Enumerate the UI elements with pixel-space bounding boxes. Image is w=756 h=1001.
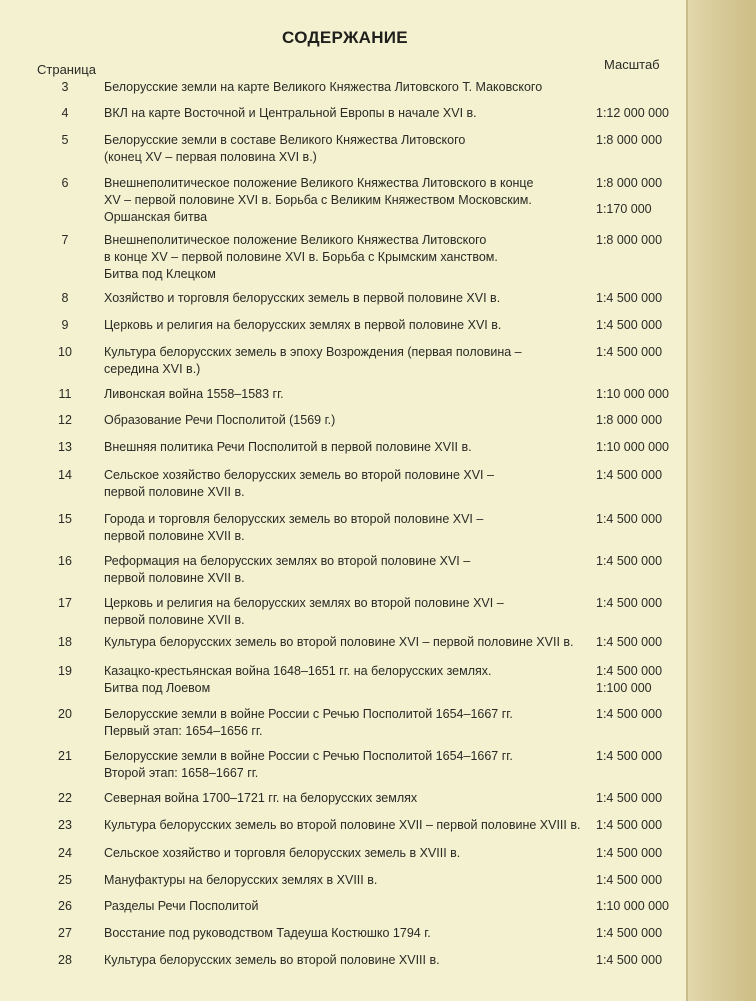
toc-title-line: Мануфактуры на белорусских землях в XVIII в. (104, 873, 378, 887)
toc-scale-value: 1:4 500 000 (596, 512, 663, 526)
toc-scale-value: 1:4 500 000 (596, 554, 663, 568)
toc-title-line: Хозяйство и торговля белорусских земель в первой половине XVI в. (104, 291, 501, 305)
toc-title (104, 439, 592, 456)
toc-scale-value: 1:10 000 000 (596, 899, 669, 913)
toc-scale-value (596, 192, 686, 201)
toc-scale-value: 1:10 000 000 (596, 440, 669, 454)
toc-scale (596, 132, 686, 149)
toc-title (104, 790, 592, 807)
toc-title (104, 344, 592, 378)
toc-title-line: Внешняя политика Речи Посполитой в первой половине XVII в. (104, 440, 472, 454)
toc-page-number: 9 (61, 318, 69, 332)
toc-title-line: Города и торговля белорусских земель во второй половине XVI – (104, 512, 484, 526)
toc-scale-value: 1:12 000 000 (596, 106, 669, 120)
toc-title-line: Белорусские земли на карте Великого Княжества Литовского Т. Маковского (104, 80, 543, 94)
toc-title-line: Внешнеполитическое положение Великого Княжества Литовского в конце (104, 176, 534, 190)
toc-scale-value: 1:4 500 000 (596, 749, 663, 763)
toc-title (104, 317, 592, 334)
toc-title (104, 290, 592, 307)
toc-page-number: 15 (58, 512, 72, 526)
toc-title-line: середина XVI в.) (104, 362, 201, 376)
toc-page-number: 17 (58, 596, 72, 610)
toc-title-line: ВКЛ на карте Восточной и Центральной Европы в начале XVI в. (104, 106, 477, 120)
toc-scale-value: 1:8 000 000 (596, 176, 663, 190)
toc-page-number: 10 (58, 345, 72, 359)
toc-scale-value: 1:4 500 000 (596, 635, 663, 649)
toc-scale-value: 1:4 500 000 (596, 345, 663, 359)
toc-page-number: 6 (61, 176, 69, 190)
toc-page-number: 13 (58, 440, 72, 454)
toc-title (104, 412, 592, 429)
toc-scale (596, 706, 686, 723)
column-header-scale: Масштаб (604, 57, 660, 72)
toc-page-number: 19 (58, 664, 72, 678)
toc-page-number: 12 (58, 413, 72, 427)
toc-scale (596, 595, 686, 612)
toc-page-number: 25 (58, 873, 72, 887)
toc-title-line: Битва под Клецком (104, 267, 216, 281)
toc-scale-value: 1:4 500 000 (596, 596, 663, 610)
toc-scale (596, 412, 686, 429)
toc-scale (596, 817, 686, 834)
toc-scale (596, 952, 686, 969)
toc-page-number: 3 (61, 80, 69, 94)
toc-scale-value: 1:4 500 000 (596, 791, 663, 805)
toc-title (104, 748, 592, 782)
toc-page-number: 21 (58, 749, 72, 763)
toc-title-line: Белорусские земли в войне России с Речью Посполитой 1654–1667 гг. (104, 707, 513, 721)
toc-title (104, 386, 592, 403)
toc-scale-value: 1:4 500 000 (596, 291, 663, 305)
page-title: СОДЕРЖАНИЕ (282, 28, 408, 47)
toc-scale (596, 748, 686, 765)
toc-title-line: в конце XV – первой половине XVI в. Борьба с Крымским ханством. (104, 250, 498, 264)
toc-page-number: 24 (58, 846, 72, 860)
toc-scale-value: 1:8 000 000 (596, 133, 663, 147)
toc-title (104, 467, 592, 501)
toc-scale-value: 1:4 500 000 (596, 953, 663, 967)
toc-title (104, 79, 592, 96)
toc-scale-value: 1:4 500 000 (596, 468, 663, 482)
toc-scale-value: 1:100 000 (596, 681, 652, 695)
toc-scale (596, 634, 686, 651)
toc-scale (596, 232, 686, 249)
toc-scale (596, 898, 686, 915)
toc-title-line: Реформация на белорусских землях во второй половине XVI – (104, 554, 471, 568)
toc-title (104, 232, 592, 283)
toc-page-number: 7 (61, 233, 69, 247)
toc-title (104, 872, 592, 889)
toc-page-number: 11 (58, 387, 72, 401)
page-edge-line (686, 0, 688, 1001)
toc-scale-value: 1:10 000 000 (596, 387, 669, 401)
toc-title-line: Сельское хозяйство белорусских земель во второй половине XVI – (104, 468, 494, 482)
toc-scale (596, 439, 686, 456)
toc-scale-value: 1:4 500 000 (596, 318, 663, 332)
toc-title-line: Ливонская война 1558–1583 гг. (104, 387, 284, 401)
toc-title-line: Культура белорусских земель во второй половине XVIII в. (104, 953, 440, 967)
toc-title-line: Культура белорусских земель во второй половине XVII – первой половине XVIII в. (104, 818, 581, 832)
toc-title (104, 634, 592, 651)
toc-scale (596, 663, 686, 697)
toc-title (104, 595, 592, 629)
toc-scale (596, 511, 686, 528)
toc-scale (596, 925, 686, 942)
toc-scale (596, 790, 686, 807)
toc-title-line: первой половине XVII в. (104, 571, 245, 585)
toc-scale-value: 1:8 000 000 (596, 413, 663, 427)
toc-page-number: 23 (58, 818, 72, 832)
toc-scale-value: 1:170 000 (596, 202, 652, 216)
toc-page-number: 26 (58, 899, 72, 913)
toc-title-line: Внешнеполитическое положение Великого Княжества Литовского (104, 233, 487, 247)
toc-scale (596, 317, 686, 334)
toc-page-number: 14 (58, 468, 72, 482)
toc-title (104, 175, 592, 226)
toc-title-line: Образование Речи Посполитой (1569 г.) (104, 413, 336, 427)
toc-title-line: Разделы Речи Посполитой (104, 899, 259, 913)
toc-scale-value: 1:4 500 000 (596, 707, 663, 721)
toc-page-number: 16 (58, 554, 72, 568)
column-header-page: Страница (37, 62, 96, 77)
toc-title (104, 105, 592, 122)
toc-title (104, 845, 592, 862)
toc-title (104, 553, 592, 587)
toc-scale (596, 175, 686, 218)
toc-scale (596, 845, 686, 862)
toc-title (104, 925, 592, 942)
toc-scale (596, 290, 686, 307)
toc-title-line: Восстание под руководством Тадеуша Костюшко 1794 г. (104, 926, 431, 940)
toc-title-line: Культура белорусских земель в эпоху Возрождения (первая половина – (104, 345, 522, 359)
toc-title (104, 898, 592, 915)
toc-title (104, 706, 592, 740)
toc-scale-value: 1:8 000 000 (596, 233, 663, 247)
toc-scale-value: 1:4 500 000 (596, 664, 663, 678)
toc-title-line: Церковь и религия на белорусских землях в первой половине XVI в. (104, 318, 502, 332)
toc-scale (596, 872, 686, 889)
toc-title-line: Битва под Лоевом (104, 681, 211, 695)
toc-page-number: 4 (61, 106, 69, 120)
toc-title (104, 132, 592, 166)
toc-title (104, 817, 592, 834)
toc-title-line: первой половине XVII в. (104, 485, 245, 499)
toc-title (104, 663, 592, 697)
toc-title (104, 511, 592, 545)
toc-title-line: Северная война 1700–1721 гг. на белорусских землях (104, 791, 418, 805)
toc-scale-value: 1:4 500 000 (596, 818, 663, 832)
toc-page-number: 22 (58, 791, 72, 805)
toc-page-number: 8 (61, 291, 69, 305)
toc-scale-value: 1:4 500 000 (596, 846, 663, 860)
toc-title-line: первой половине XVII в. (104, 613, 245, 627)
toc-page-number: 28 (58, 953, 72, 967)
toc-page-number: 18 (58, 635, 72, 649)
toc-title-line: Белорусские земли в войне России с Речью Посполитой 1654–1667 гг. (104, 749, 513, 763)
toc-title-line: XV – первой половине XVI в. Борьба с Великим Княжеством Московским. (104, 193, 532, 207)
toc-title-line: (конец XV – первая половина XVI в.) (104, 150, 317, 164)
toc-scale-value: 1:4 500 000 (596, 873, 663, 887)
toc-title-line: первой половине XVII в. (104, 529, 245, 543)
toc-title-line: Белорусские земли в составе Великого Княжества Литовского (104, 133, 466, 147)
toc-title (104, 952, 592, 969)
toc-scale (596, 105, 686, 122)
toc-title-line: Первый этап: 1654–1656 гг. (104, 724, 263, 738)
toc-scale (596, 467, 686, 484)
toc-title-line: Оршанская битва (104, 210, 208, 224)
toc-title-line: Сельское хозяйство и торговля белорусских земель в XVIII в. (104, 846, 461, 860)
page-edge (686, 0, 756, 1001)
toc-page-number: 27 (58, 926, 72, 940)
toc-title-line: Казацко-крестьянская война 1648–1651 гг. на белорусских землях. (104, 664, 492, 678)
toc-title-line: Второй этап: 1658–1667 гг. (104, 766, 259, 780)
toc-page-number: 20 (58, 707, 72, 721)
toc-scale-value: 1:4 500 000 (596, 926, 663, 940)
toc-scale (596, 344, 686, 361)
toc-scale (596, 553, 686, 570)
toc-page-number: 5 (61, 133, 69, 147)
toc-scale (596, 386, 686, 403)
toc-title-line: Культура белорусских земель во второй половине XVI – первой половине XVII в. (104, 635, 574, 649)
toc-title-line: Церковь и религия на белорусских землях во второй половине XVI – (104, 596, 504, 610)
